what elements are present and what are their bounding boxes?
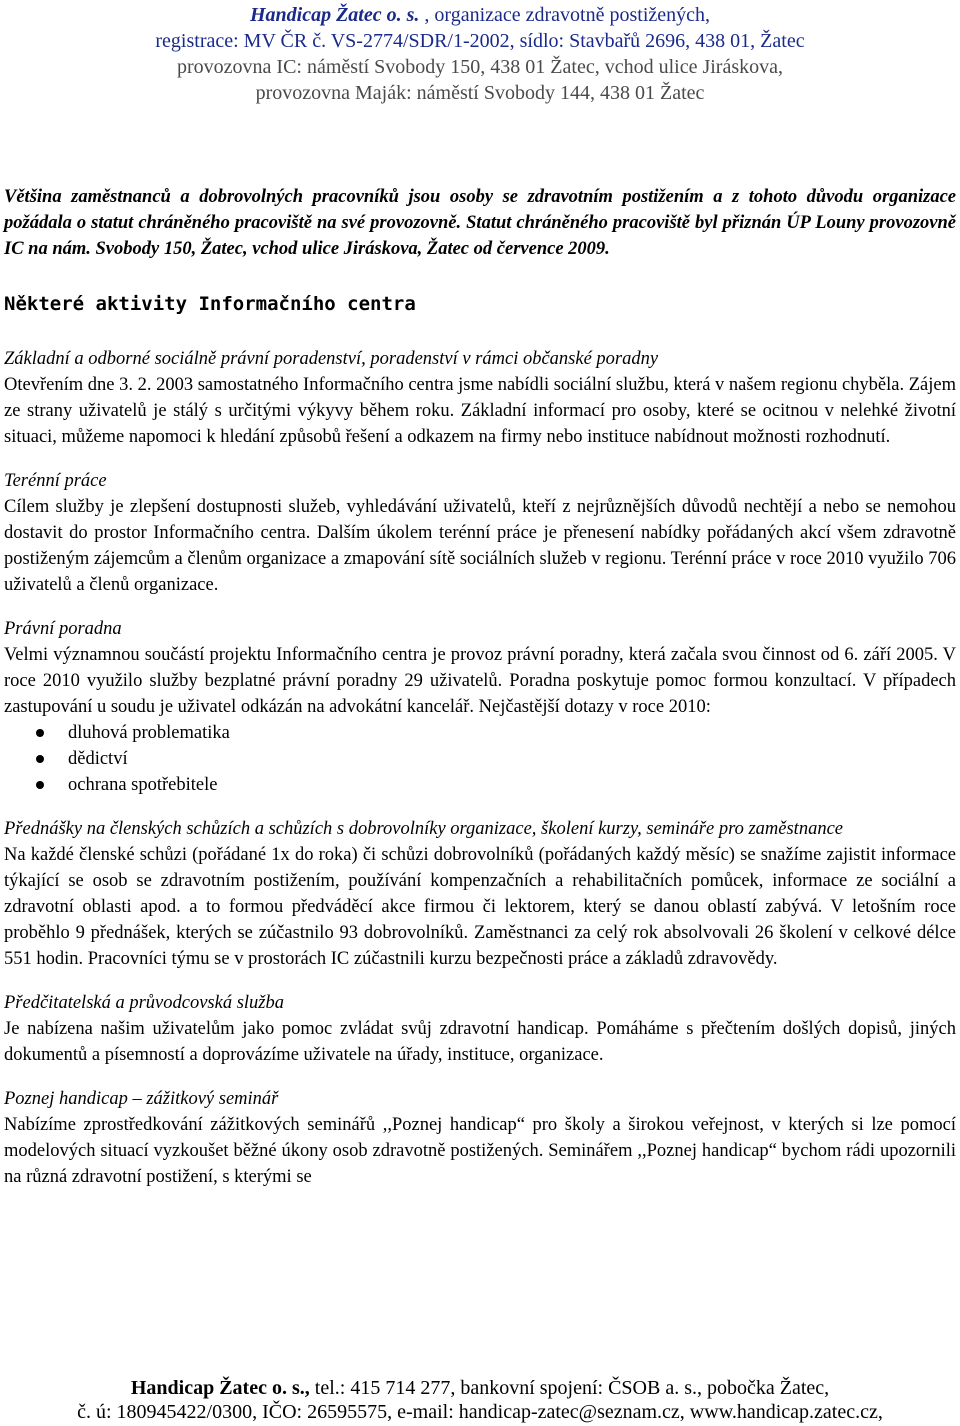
intro-paragraph: Většina zaměstnanců a dobrovolných pracovníků jsou osoby se zdravotním postižením a z tohoto důvodu organizace požádala o statut chráněného pracoviště na své provozovně. Statut chráněného pracoviště byl přiznán ÚP Louny provozovně IC na nám. Svobody 150, Žatec, vchod ulice Jiráskova, Žatec od července 2009. — [4, 187, 956, 259]
page-footer — [0, 1376, 960, 1424]
document-body — [4, 184, 956, 1190]
section-heading: Poznej handicap – zážitkový seminář — [4, 1089, 279, 1109]
organization-name: Handicap Žatec o. s. — [249, 4, 420, 26]
section-lectures — [4, 816, 956, 972]
section-heading: Předčitatelská a průvodcovská služba — [4, 993, 285, 1013]
section-field-work — [4, 468, 956, 598]
letterhead-address-ic: provozovna IC: náměstí Svobody 150, 438 01 Žatec, vchod ulice Jiráskova, — [177, 56, 783, 78]
section-text: Otevřením dne 3. 2. 2003 samostatného Informačního centra jsme nabídli sociální službu, která v našem regionu chyběla. Zájem ze strany uživatelů je stálý s určitými výkyvy během roku. Základní informací pro osoby, které se ocitnou v nelehké životní situaci, můžeme napomoci k hledání způsobů řešení a odkazem na firmy nebo instituce nabídnout možnosti rozhodnutí. — [4, 375, 956, 447]
letterhead-line-1 — [0, 2, 960, 28]
list-item-text: dědictví — [68, 749, 128, 769]
section-legal-advice — [4, 616, 956, 798]
letterhead-registration: registrace: MV ČR č. VS-2774/SDR/1-2002, sídlo: Stavbařů 2696, 438 01, Žatec — [155, 30, 805, 52]
section-heading: Právní poradna — [4, 619, 122, 639]
section-reading-service — [4, 990, 956, 1068]
letterhead-address-majak: provozovna Maják: náměstí Svobody 144, 438 01 Žatec — [255, 82, 705, 104]
footer-line-1 — [0, 1376, 960, 1400]
bullet-icon — [36, 781, 44, 789]
list-item — [4, 720, 956, 746]
section-text: Velmi významnou součástí projektu Informačního centra je provoz právní poradny, která začala svou činnost od 6. září 2005. V roce 2010 využilo služby bezplatné právní poradny 29 uživatelů. Poradna poskytuje pomoc formou konzultací. V případech zastupování u soudu je uživatel odkázán na advokátní kancelář. Nejčastější dotazy v roce 2010: — [4, 645, 956, 717]
bullet-icon — [36, 729, 44, 737]
footer-organization-name: Handicap Žatec o. s., — [130, 1377, 310, 1399]
section-counseling — [4, 346, 956, 450]
organization-description: , organizace zdravotně postižených, — [419, 4, 711, 26]
list-item-text: ochrana spotřebitele — [68, 775, 218, 795]
section-heading: Terénní práce — [4, 471, 107, 491]
section-text: Nabízíme zprostředkování zážitkových seminářů ,,Poznej handicap“ pro školy a širokou veřejnost, v kterých si lze pomocí modelových situací vyzkoušet běžné úkony osob zdravotně postižených. Seminářem ,,Poznej handicap“ bychom rádi upozornili na různá zdravotní postižení, s kterými se — [4, 1115, 956, 1187]
section-text: Je nabízena našim uživatelům jako pomoc zvládat svůj zdravotní handicap. Pomáháme s přečtením došlých dopisů, jiných dokumentů a písemností a doprovázíme uživatele na úřady, instituce, organizace. — [4, 1019, 956, 1065]
footer-contact: tel.: 415 714 277, bankovní spojení: ČSOB a. s., pobočka Žatec, — [309, 1377, 830, 1399]
list-item-text: dluhová problematika — [68, 723, 230, 743]
section-text: Na každé členské schůzi (pořádané 1x do roka) či schůzi dobrovolníků (pořádaných každý měsíc) se snažíme zajistit informace týkající se osob se zdravotním postižením, používání kompenzačních a rehabilitačních pomůcek, informace ze sociální a zdravotní oblasti apod. a to formou předváděcí akce firmou či lektorem, který se danou oblastí zabývá. V letošním roce proběhlo 9 přednášek, kterých se zúčastnilo 93 dobrovolníků. Zaměstnanci za celý rok absolvovali 26 školení v celkové délce 551 hodin. Pracovníci týmu se v prostorách IC zúčastnili kurzu bezpečnosti práce a základů zdravovědy. — [4, 845, 956, 969]
list-item — [4, 772, 956, 798]
section-heading: Přednášky na členských schůzích a schůzích s dobrovolníky organizace, školení kurzy, semináře pro zaměstnance — [4, 819, 843, 839]
section-heading: Základní a odborné sociálně právní poradenství, poradenství v rámci občanské poradny — [4, 349, 659, 369]
bullet-icon — [36, 755, 44, 763]
section-text: Cílem služby je zlepšení dostupnosti služeb, vyhledávání uživatelů, kteří z nejrůznějších důvodů nechtějí a nebo se nemohou dostavit do prostor Informačního centra. Dalším úkolem terénní práce je přenesení nabídky pořádaných akcí všem zdravotně postiženým zájemcům a členům organizace a zmapování sítě sociálních služeb v regionu. Terénní práce v roce 2010 využilo 706 uživatelů a členů organizace. — [4, 497, 956, 595]
section-seminar — [4, 1086, 956, 1190]
section-title: Některé aktivity Informačního centra — [4, 293, 416, 315]
bullet-list — [4, 720, 956, 798]
letterhead — [0, 2, 960, 106]
footer-line-2: č. ú: 180945422/0300, IČO: 26595575, e-mail: handicap-zatec@seznam.cz, www.handicap.zatec.cz, — [77, 1401, 883, 1423]
list-item — [4, 746, 956, 772]
